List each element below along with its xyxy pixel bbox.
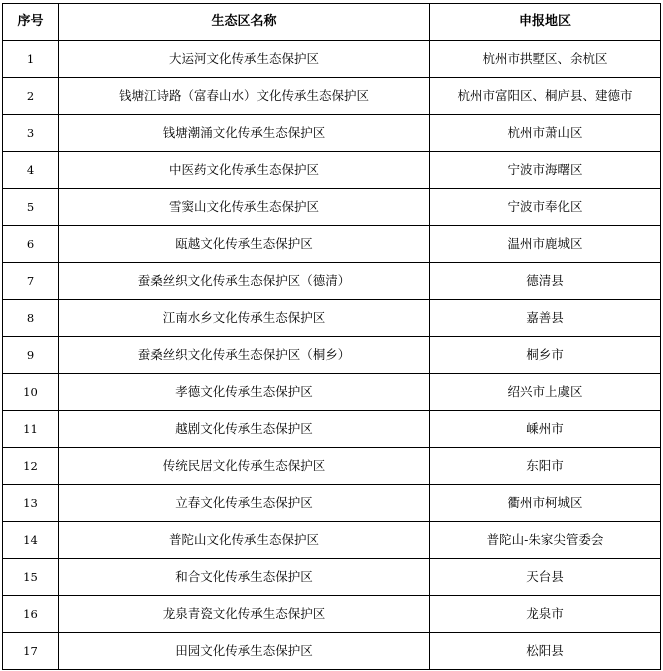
cell-zone-name: 钱塘潮涌文化传承生态保护区 [59,115,430,152]
header-region: 申报地区 [430,4,661,41]
cell-zone-name: 传统民居文化传承生态保护区 [59,448,430,485]
cell-serial-number: 8 [3,300,59,337]
table-row [3,374,661,411]
cell-serial-number: 7 [3,263,59,300]
cell-region: 宁波市奉化区 [430,189,661,226]
table-row [3,115,661,152]
cell-zone-name: 大运河文化传承生态保护区 [59,41,430,78]
cell-zone-name: 钱塘江诗路（富春山水）文化传承生态保护区 [59,78,430,115]
cell-region: 杭州市富阳区、桐庐县、建德市 [430,78,661,115]
table-row [3,189,661,226]
cell-serial-number: 2 [3,78,59,115]
cell-region: 绍兴市上虞区 [430,374,661,411]
cell-region: 温州市鹿城区 [430,226,661,263]
cell-serial-number: 9 [3,337,59,374]
table-row [3,300,661,337]
cell-region: 松阳县 [430,633,661,670]
cell-region: 普陀山-朱家尖管委会 [430,522,661,559]
header-serial-number: 序号 [3,4,59,41]
cell-zone-name: 田园文化传承生态保护区 [59,633,430,670]
table-row [3,411,661,448]
table-row [3,559,661,596]
cell-region: 宁波市海曙区 [430,152,661,189]
table-row [3,263,661,300]
cell-serial-number: 4 [3,152,59,189]
cell-zone-name: 蚕桑丝织文化传承生态保护区（桐乡） [59,337,430,374]
cell-zone-name: 雪窦山文化传承生态保护区 [59,189,430,226]
header-zone-name: 生态区名称 [59,4,430,41]
cell-region: 杭州市萧山区 [430,115,661,152]
cell-serial-number: 15 [3,559,59,596]
cell-zone-name: 龙泉青瓷文化传承生态保护区 [59,596,430,633]
protection-zone-table [2,3,661,670]
cell-serial-number: 5 [3,189,59,226]
cell-serial-number: 11 [3,411,59,448]
table-row [3,41,661,78]
cell-serial-number: 6 [3,226,59,263]
cell-region: 龙泉市 [430,596,661,633]
cell-zone-name: 越剧文化传承生态保护区 [59,411,430,448]
cell-serial-number: 1 [3,41,59,78]
table-row [3,633,661,670]
cell-serial-number: 12 [3,448,59,485]
protection-zone-table-container [2,3,660,670]
cell-serial-number: 3 [3,115,59,152]
table-row [3,522,661,559]
cell-zone-name: 和合文化传承生态保护区 [59,559,430,596]
cell-zone-name: 孝德文化传承生态保护区 [59,374,430,411]
table-row [3,448,661,485]
cell-serial-number: 17 [3,633,59,670]
table-row [3,596,661,633]
cell-zone-name: 普陀山文化传承生态保护区 [59,522,430,559]
cell-region: 桐乡市 [430,337,661,374]
cell-region: 德清县 [430,263,661,300]
cell-zone-name: 立春文化传承生态保护区 [59,485,430,522]
cell-region: 天台县 [430,559,661,596]
table-row [3,337,661,374]
cell-serial-number: 10 [3,374,59,411]
cell-zone-name: 蚕桑丝织文化传承生态保护区（德清） [59,263,430,300]
cell-zone-name: 瓯越文化传承生态保护区 [59,226,430,263]
cell-serial-number: 14 [3,522,59,559]
table-row [3,152,661,189]
cell-region: 东阳市 [430,448,661,485]
table-row [3,485,661,522]
cell-zone-name: 中医药文化传承生态保护区 [59,152,430,189]
table-header-row [3,4,661,41]
cell-region: 衢州市柯城区 [430,485,661,522]
cell-serial-number: 16 [3,596,59,633]
cell-region: 嘉善县 [430,300,661,337]
cell-serial-number: 13 [3,485,59,522]
table-row [3,78,661,115]
cell-region: 嵊州市 [430,411,661,448]
cell-zone-name: 江南水乡文化传承生态保护区 [59,300,430,337]
table-row [3,226,661,263]
cell-region: 杭州市拱墅区、余杭区 [430,41,661,78]
